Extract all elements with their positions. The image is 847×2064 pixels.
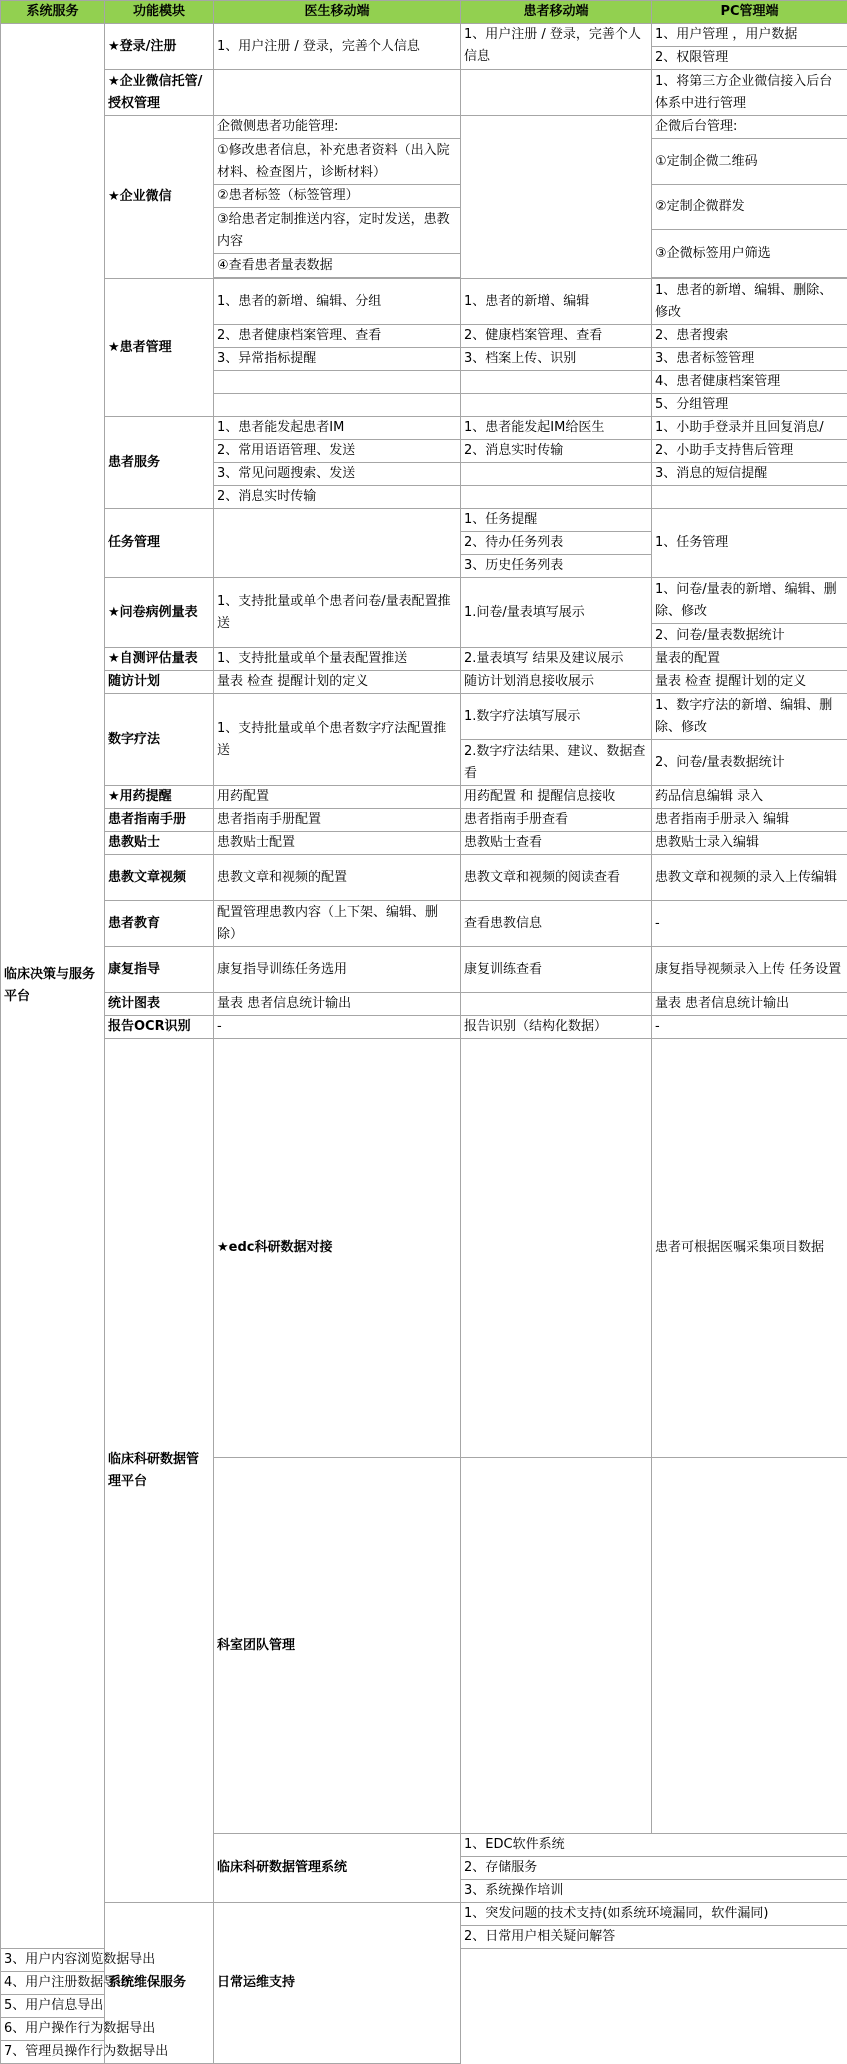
cell-ps-patient-3 xyxy=(461,463,652,486)
header-patient-mobile: 患者移动端 xyxy=(461,1,652,24)
cell-art-patient: 患教文章和视频的阅读查看 xyxy=(461,855,652,901)
cell-team-patient xyxy=(652,1458,847,1834)
cell-edu-doctor: 配置管理患教内容（上下架、编辑、删除） xyxy=(214,901,461,947)
header-system-service: 系统服务 xyxy=(1,1,105,24)
cell-wecom-doctor-3: ③给患者定制推送内容，定时发送，患教内容 xyxy=(214,208,461,254)
cell-med-doctor: 用药配置 xyxy=(214,786,461,809)
cell-pm-doctor-1: 1、患者的新增、编辑、分组 xyxy=(214,279,461,325)
cell-pm-doctor-4 xyxy=(214,371,461,394)
cell-ops-6: 6、用户操作行为数据导出 xyxy=(1,2018,461,2041)
module-articles: 患教文章视频 xyxy=(105,855,214,901)
cell-wecom-patient xyxy=(461,116,652,279)
module-ops: 日常运维支持 xyxy=(214,1903,461,2064)
cell-wecom-auth-pc: 1、将第三方企业微信接入后台体系中进行管理 xyxy=(652,70,847,116)
cell-wecom-auth-doctor xyxy=(214,70,461,116)
group-clinical: 临床决策与服务平台 xyxy=(1,24,105,1949)
module-rehab: 康复指导 xyxy=(105,947,214,993)
cell-guide-pc: 患者指南手册录入 编辑 xyxy=(652,809,847,832)
cell-wecom-pc-2: ②定制企微群发 xyxy=(652,185,847,230)
cell-guide-doctor: 患者指南手册配置 xyxy=(214,809,461,832)
cell-pm-pc-2: 2、患者搜索 xyxy=(652,325,847,348)
cell-pm-pc-5: 5、分组管理 xyxy=(652,394,847,417)
cell-ps-pc-4 xyxy=(652,486,847,509)
module-patient-service: 患者服务 xyxy=(105,417,214,509)
cell-art-doctor: 患教文章和视频的配置 xyxy=(214,855,461,901)
cell-ocr-pc: - xyxy=(652,1016,847,1039)
cell-ocr-patient: 报告识别（结构化数据） xyxy=(461,1016,652,1039)
module-ocr: 报告OCR识别 xyxy=(105,1016,214,1039)
cell-team-doctor xyxy=(461,1458,652,1834)
cell-q-doctor: 1、支持批量或单个患者问卷/量表配置推送 xyxy=(214,578,461,648)
cell-pm-pc-3: 3、患者标签管理 xyxy=(652,348,847,371)
cell-tips-doctor: 患教贴士配置 xyxy=(214,832,461,855)
cell-pm-doctor-5 xyxy=(214,394,461,417)
header-pc-admin: PC管理端 xyxy=(652,1,847,24)
cell-pm-patient-5 xyxy=(461,394,652,417)
cell-wecom-doctor-2: ②患者标签（标签管理） xyxy=(214,185,461,208)
cell-rs-1: 1、EDC软件系统 xyxy=(461,1834,847,1857)
cell-pm-pc-4: 4、患者健康档案管理 xyxy=(652,371,847,394)
module-tips: 患教贴士 xyxy=(105,832,214,855)
cell-wecom-auth-patient xyxy=(461,70,652,116)
cell-stats-doctor: 量表 患者信息统计输出 xyxy=(214,993,461,1016)
cell-ps-patient-2: 2、消息实时传输 xyxy=(461,440,652,463)
cell-pm-patient-1: 1、患者的新增、编辑 xyxy=(461,279,652,325)
cell-rehab-pc: 康复指导视频录入上传 任务设置 xyxy=(652,947,847,993)
cell-wecom-pc-1: ①定制企微二维码 xyxy=(652,139,847,185)
cell-ps-doctor-3: 3、常见问题搜索、发送 xyxy=(214,463,461,486)
cell-wecom-pc-0: 企微后台管理: xyxy=(652,116,847,139)
cell-edu-pc: - xyxy=(652,901,847,947)
cell-sa-patient: 2.量表填写 结果及建议展示 xyxy=(461,648,652,671)
cell-stats-patient xyxy=(461,993,652,1016)
module-team: 科室团队管理 xyxy=(214,1458,461,1834)
cell-sa-doctor: 1、支持批量或单个量表配置推送 xyxy=(214,648,461,671)
cell-dt-doctor: 1、支持批量或单个患者数字疗法配置推送 xyxy=(214,694,461,786)
header-doctor-mobile: 医生移动端 xyxy=(214,1,461,24)
cell-edc-doctor xyxy=(461,1039,652,1458)
cell-tips-pc: 患教贴士录入编辑 xyxy=(652,832,847,855)
module-wecom: ★企业微信 xyxy=(105,116,214,279)
cell-ps-doctor-1: 1、患者能发起患者IM xyxy=(214,417,461,440)
module-task-management: 任务管理 xyxy=(105,509,214,578)
module-stats: 统计图表 xyxy=(105,993,214,1016)
cell-q-pc-2: 2、问卷/量表数据统计 xyxy=(652,624,847,648)
cell-ops-1: 1、突发问题的技术支持(如系统环境漏同，软件漏同) xyxy=(461,1903,847,1926)
cell-ops-2: 2、日常用户相关疑问解答 xyxy=(461,1926,847,1949)
module-research-system: 临床科研数据管理系统 xyxy=(214,1834,461,1903)
cell-ops-7: 7、管理员操作行为数据导出 xyxy=(1,2041,461,2064)
cell-rehab-doctor: 康复指导训练任务选用 xyxy=(214,947,461,993)
cell-pm-patient-3: 3、档案上传、识别 xyxy=(461,348,652,371)
module-digital-therapy: 数字疗法 xyxy=(105,694,214,786)
module-guide: 患者指南手册 xyxy=(105,809,214,832)
module-followup: 随访计划 xyxy=(105,671,214,694)
cell-tips-patient: 患教贴士查看 xyxy=(461,832,652,855)
module-questionnaire: ★问卷病例量表 xyxy=(105,578,214,648)
cell-dt-pc-2: 2、问卷/量表数据统计 xyxy=(652,740,847,786)
cell-ops-3: 3、用户内容浏览数据导出 xyxy=(1,1949,461,1972)
header-module: 功能模块 xyxy=(105,1,214,24)
cell-ps-pc-3: 3、消息的短信提醒 xyxy=(652,463,847,486)
cell-wecom-doctor-4: ④查看患者量表数据 xyxy=(214,254,461,278)
cell-dt-patient-1: 1.数字疗法填写展示 xyxy=(461,694,652,740)
cell-wecom-pc-3: ③企微标签用户筛选 xyxy=(652,230,847,278)
cell-ocr-doctor: - xyxy=(214,1016,461,1039)
module-education: 患者教育 xyxy=(105,901,214,947)
cell-med-pc: 药品信息编辑 录入 xyxy=(652,786,847,809)
cell-ps-pc-1: 1、小助手登录并且回复消息/ xyxy=(652,417,847,440)
cell-ops-4: 4、用户注册数据导出 xyxy=(1,1972,461,1995)
cell-q-patient: 1.问卷/量表填写展示 xyxy=(461,578,652,648)
module-patient-management: ★患者管理 xyxy=(105,279,214,417)
cell-login-doctor: 1、用户注册 / 登录，完善个人信息 xyxy=(214,24,461,70)
cell-login-pc-1: 1、用户管理 ，用户数据 xyxy=(652,24,847,47)
cell-ps-pc-2: 2、小助手支持售后管理 xyxy=(652,440,847,463)
group-research: 临床科研数据管理平台 xyxy=(105,1039,214,1903)
cell-pm-pc-1: 1、患者的新增、编辑、删除、修改 xyxy=(652,279,847,325)
cell-dt-patient-2: 2.数字疗法结果、建议、数据查看 xyxy=(461,740,652,786)
cell-rs-3: 3、系统操作培训 xyxy=(461,1880,847,1903)
cell-rehab-patient: 康复训练查看 xyxy=(461,947,652,993)
cell-pm-patient-4 xyxy=(461,371,652,394)
cell-art-pc: 患教文章和视频的录入上传编辑 xyxy=(652,855,847,901)
cell-wecom-doctor-0: 企微侧患者功能管理: xyxy=(214,116,461,139)
module-medication: ★用药提醒 xyxy=(105,786,214,809)
cell-pm-patient-2: 2、健康档案管理、查看 xyxy=(461,325,652,348)
cell-tm-patient-2: 2、待办任务列表 xyxy=(461,532,652,555)
cell-tm-patient-3: 3、历史任务列表 xyxy=(461,555,652,578)
cell-wecom-doctor-1: ①修改患者信息，补充患者资料（出入院材料、检查图片，诊断材料） xyxy=(214,139,461,185)
cell-sa-pc: 量表的配置 xyxy=(652,648,847,671)
cell-guide-patient: 患者指南手册查看 xyxy=(461,809,652,832)
cell-edu-patient: 查看患教信息 xyxy=(461,901,652,947)
cell-ops-5: 5、用户信息导出 xyxy=(1,1995,461,2018)
cell-tm-pc: 1、任务管理 xyxy=(652,509,847,578)
module-wecom-auth: ★企业微信托管/授权管理 xyxy=(105,70,214,116)
cell-ps-patient-1: 1、患者能发起IM给医生 xyxy=(461,417,652,440)
module-edc: ★edc科研数据对接 xyxy=(214,1039,461,1458)
cell-pm-doctor-3: 3、异常指标提醒 xyxy=(214,348,461,371)
cell-ps-patient-4 xyxy=(461,486,652,509)
cell-stats-pc: 量表 患者信息统计输出 xyxy=(652,993,847,1016)
cell-edc-patient: 患者可根据医嘱采集项目数据 xyxy=(652,1039,847,1458)
cell-tm-doctor xyxy=(214,509,461,578)
cell-login-patient: 1、用户注册 / 登录，完善个人信息 xyxy=(461,24,652,70)
cell-med-patient: 用药配置 和 提醒信息接收 xyxy=(461,786,652,809)
cell-pm-doctor-2: 2、患者健康档案管理、查看 xyxy=(214,325,461,348)
cell-login-pc-2: 2、权限管理 xyxy=(652,47,847,70)
cell-ps-doctor-4: 2、消息实时传输 xyxy=(214,486,461,509)
cell-q-pc-1: 1、问卷/量表的新增、编辑、删除、修改 xyxy=(652,578,847,624)
cell-fu-patient: 随访计划消息接收展示 xyxy=(461,671,652,694)
cell-fu-doctor: 量表 检查 提醒计划的定义 xyxy=(214,671,461,694)
cell-tm-patient-1: 1、任务提醒 xyxy=(461,509,652,532)
module-login: ★登录/注册 xyxy=(105,24,214,70)
cell-fu-pc: 量表 检查 提醒计划的定义 xyxy=(652,671,847,694)
cell-ps-doctor-2: 2、常用语语管理、发送 xyxy=(214,440,461,463)
group-maintenance: 系统维保服务 xyxy=(105,1903,214,2064)
cell-dt-pc-1: 1、数字疗法的新增、编辑、删除、修改 xyxy=(652,694,847,740)
cell-rs-2: 2、存储服务 xyxy=(461,1857,847,1880)
module-self-assessment: ★自测评估量表 xyxy=(105,648,214,671)
